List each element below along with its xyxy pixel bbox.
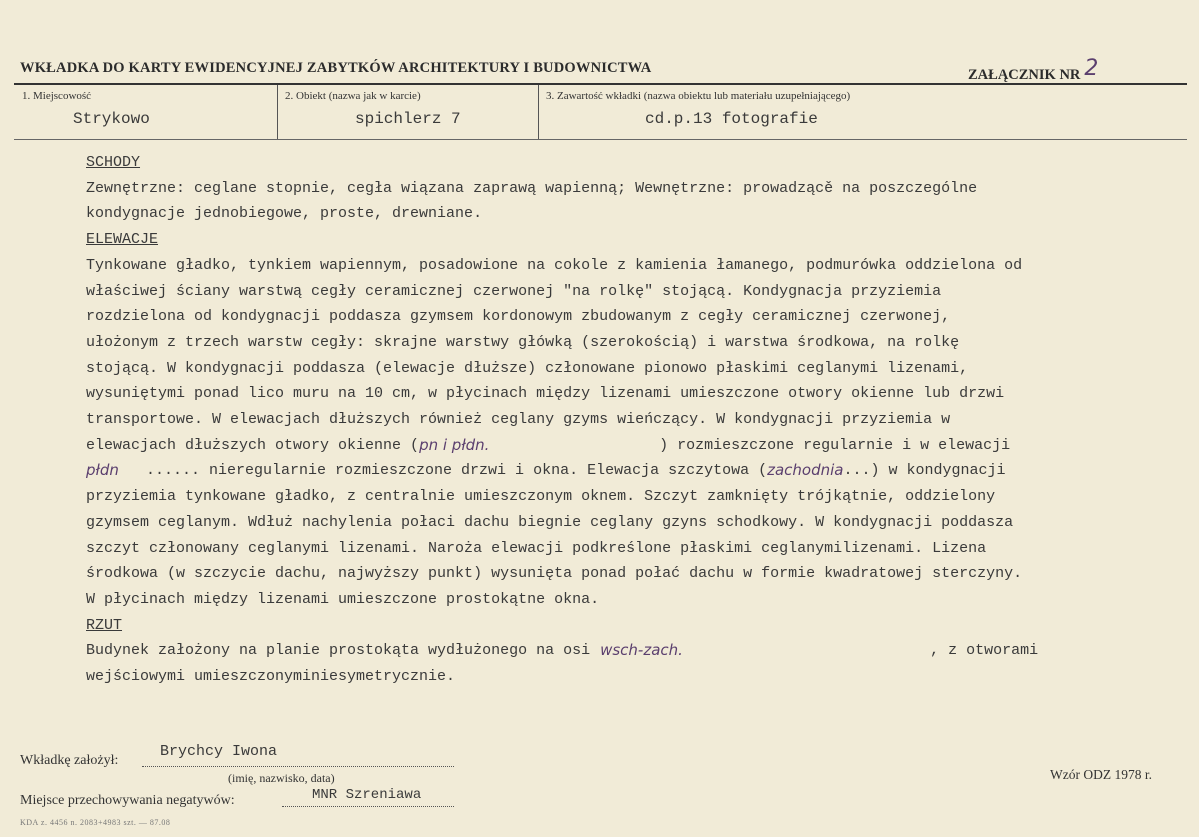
handwritten-elevation-direction: płdn: [86, 461, 119, 480]
text-line: właściwej ściany warstwą cegły ceramicznej czerwonej "na rolkę" stojącą. Kondygnacja przyziemia: [86, 282, 942, 300]
cell-divider: [538, 85, 539, 139]
annex-label: ZAŁĄCZNIK NR: [968, 67, 1081, 83]
field-value-locality: Strykowo: [73, 110, 150, 128]
text-line: elewacjach dłuższych otwory okienne (: [86, 436, 420, 454]
text-line: szczyt członowany ceglanymi lizenami. Naroża elewacji podkreślone płaskimi ceglanymilizenami. Lizena: [86, 539, 987, 557]
heading-schody: SCHODY: [86, 154, 141, 171]
heading-elewacje: ELEWACJE: [86, 231, 159, 249]
text-line: kondygnacje jednobiegowe, proste, drewniane.: [86, 205, 483, 223]
field-label-object: 2. Obiekt (nazwa jak w karcie): [285, 90, 421, 102]
text-line: środkowa (w szczycie dachu, najwyższy punkt) wysunięta ponad połać dachu w formie kwadratowej sterczyny.: [86, 565, 1023, 583]
author-caption: (imię, nazwisko, data): [228, 771, 335, 785]
heading-rzut: RZUT: [86, 616, 123, 634]
print-info: KDA z. 4456 n. 2083+4983 szt. — 87.08: [20, 818, 171, 827]
text-line: rozdzielona od kondygnacji poddasza gzymsem kordonowym zbudowanym z cegły ceramicznej czerwonej,: [86, 308, 951, 326]
text-line: stojącą. W kondygnacji poddasza (elewacje dłuższe) członowane pionowo płaskimi ceglanymi lizenami,: [86, 359, 969, 377]
author-line: [142, 766, 454, 767]
form-title: WKŁADKA DO KARTY EWIDENCYJNEJ ZABYTKÓW ARCHITEKTURY I BUDOWNICTWA: [20, 60, 652, 76]
text-line: W płycinach między lizenami umieszczone prostokątne okna.: [86, 590, 600, 608]
text-line: Zewnętrzne: ceglane stopnie, cegła wiązana zaprawą wapienną; Wewnętrzne: prowadzącě na poszczególne: [86, 179, 978, 197]
handwritten-window-orientation: pn i płdn.: [419, 435, 490, 454]
text-line: wejściowymi umieszczonyminiesymetrycznie.: [86, 668, 456, 686]
text-line: Tynkowane gładko, tynkiem wapiennym, posadowione na cokole z kamienia łamanego, podmurówka oddzielona od: [86, 256, 1023, 274]
fields-bottom-rule: [14, 139, 1187, 140]
field-value-contents: cd.p.13 fotografie: [645, 110, 818, 128]
text-line: ) rozmieszczone regularnie i w elewacji: [659, 436, 1011, 454]
storage-line: [282, 806, 454, 807]
field-value-object: spichlerz 7: [355, 110, 461, 128]
field-label-locality: 1. Miejscowość: [22, 90, 92, 102]
form-version: Wzór ODZ 1978 r.: [1050, 767, 1152, 782]
header-rule: [14, 83, 1187, 85]
description-body: [86, 150, 1146, 690]
handwritten-axis-direction: wsch-zach.: [600, 641, 683, 660]
text-line: przyziemia tynkowane gładko, z centralnie umieszczonym oknem. Szczyt zamknięty trójkątnie, oddzielony: [86, 488, 996, 506]
storage-label: Miejsce przechowywania negatywów:: [20, 793, 235, 808]
annex-label-group: [968, 56, 1099, 85]
field-label-contents: 3. Zawartość wkładki (nazwa obiektu lub materiału uzupełniającego): [546, 90, 851, 102]
text-line: ułożonym z trzech warstw cegły: skrajne warstwy główką (szerokością) i warstwa środkowa, na rolkę: [86, 333, 960, 351]
text-line: ...... nieregularnie rozmieszczone drzwi i okna. Elewacja szczytowa (: [146, 462, 768, 480]
text-line: transportowe. W elewacjach dłuższych również ceglany gzyms wieńczący. W kondygnacji przyziemia w: [86, 411, 951, 429]
author-label: Wkładkę założył:: [20, 753, 119, 768]
text-line: Budynek założony na planie prostokąta wydłużonego na osi: [86, 642, 591, 660]
author-name: Brychcy Iwona: [160, 743, 278, 760]
handwritten-gable-direction: zachodnia: [767, 461, 844, 480]
text-line: gzymsem ceglanym. Wdłuż nachylenia połaci dachu biegnie ceglany gzyns schodkowy. W kondygnacji poddasza: [86, 513, 1014, 531]
text-line: wysuniętymi ponad lico muru na 10 cm, w płycinach między lizenami umieszczone otwory okienne lub drzwi: [86, 385, 1005, 403]
cell-divider: [277, 85, 278, 139]
text-line: , z otworami: [930, 642, 1039, 660]
storage-value: MNR Szreniawa: [312, 787, 422, 803]
annex-number: 2: [1084, 56, 1099, 81]
text-line: ...) w kondygnacji: [843, 462, 1006, 480]
